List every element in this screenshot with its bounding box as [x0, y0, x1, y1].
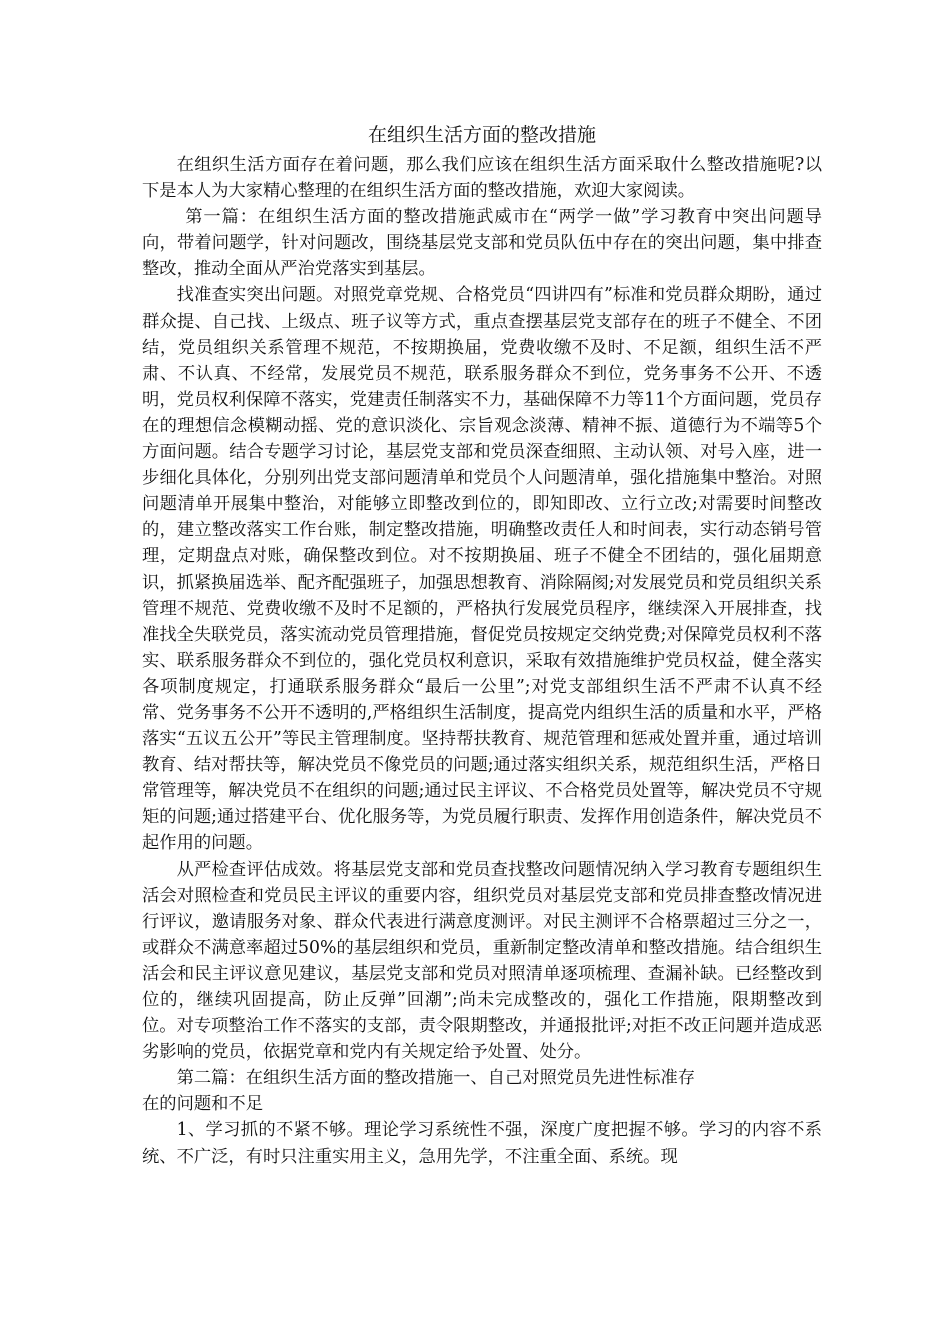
body-paragraph: 从严检查评估成效。将基层党支部和党员查找整改问题情况纳入学习教育专题组织生活会对照检查和党员民主评议的重要内容，组织党员对基层党支部和党员排查整改情况进行评议，邀请服务对象、群众代表进行满意度测评。对民主测评不合格票超过三分之一，或群众不满意率超过50%的基层组织和党员，重新制定整改清单和整改措施。结合组织生活会和民主评议意见建议，基层党支部和党员对照清单逐项梳理、查漏补缺。已经整改到位的，继续巩固提高，防止反弹”回潮”;尚未完成整改的，强化工作措施，限期整改到位。对专项整治工作不落实的支部，责令限期整改，并通报批评;对拒不改正问题并造成恶劣影响的党员，依据党章和党内有关规定给予处置、处分。	[142, 859, 822, 1063]
body-paragraph: 1、学习抓的不紧不够。理论学习系统性不强，深度广度把握不够。学习的内容不系统、不广泛，有时只注重实用主义，急用先学，不注重全面、系统。现	[142, 1120, 822, 1167]
section-one-paragraph: 第一篇：在组织生活方面的整改措施武威市在“两学一做”学习教育中突出问题导向，带着问题学，针对问题改，围绕基层党支部和党员队伍中存在的突出问题，集中排查整改，推动全面从严治党落实到基层。	[142, 207, 822, 280]
section-two-heading-cont: 在的问题和不足	[142, 1094, 263, 1115]
document-page	[142, 118, 822, 1170]
section-two-heading: 第二篇：在组织生活方面的整改措施一、自己对照党员先进性标准存	[176, 1068, 696, 1089]
body-paragraph: 找准查实突出问题。对照党章党规、合格党员“四讲四有”标准和党员群众期盼，通过群众提、自己找、上级点、班子议等方式，重点查摆基层党支部存在的班子不健全、不团结，党员组织关系管理不规范，不按期换届，党费收缴不及时、不足额，组织生活不严肃、不认真、不经常，发展党员不规范，联系服务群众不到位，党务事务不公开、不透明，党员权利保障不落实，党建责任制落实不力，基础保障不力等11个方面问题，党员存在的理想信念模糊动摇、党的意识淡化、宗旨观念淡薄、精神不振、道德行为不端等5个方面问题。结合专题学习讨论，基层党支部和党员深查细照、主动认领、对号入座，进一步细化具体化，分别列出党支部问题清单和党员个人问题清单，强化措施集中整治。对照问题清单开展集中整治，对能够立即整改到位的，即知即改、立行立改;对需要时间整改的，建立整改落实工作台账，制定整改措施，明确整改责任人和时间表，实行动态销号管理，定期盘点对账，确保整改到位。对不按期换届、班子不健全不团结的，强化届期意识，抓紧换届选举、配齐配强班子，加强思想教育、消除隔阂;对发展党员和党员组织关系管理不规范、党费收缴不及时不足额的，严格执行发展党员程序，继续深入开展排查，找准找全失联党员，落实流动党员管理措施，督促党员按规定交纳党费;对保障党员权利不落实、联系服务群众不到位的，强化党员权利意识，采取有效措施维护党员权益，健全落实各项制度规定，打通联系服务群众“最后一公里”;对党支部组织生活不严肃不认真不经常、党务事务不公开不透明的,严格组织生活制度，提高党内组织生活的质量和水平，严格落实“五议五公开”等民主管理制度。坚持帮扶教育、规范管理和惩戒处置并重，通过培训教育、结对帮扶等，解决党员不像党员的问题;通过落实组织关系，规范组织生活，严格日常管理等，解决党员不在组织的问题;通过民主评议、不合格党员处置等，解决党员不守规矩的问题;通过搭建平台、优化服务等，为党员履行职责、发挥作用创造条件，解决党员不起作用的问题。	[142, 285, 822, 854]
intro-paragraph: 在组织生活方面存在着问题，那么我们应该在组织生活方面采取什么整改措施呢?以下是本人为大家精心整理的在组织生活方面的整改措施，欢迎大家阅读。	[142, 155, 822, 202]
document-title: 在组织生活方面的整改措施	[367, 124, 596, 146]
